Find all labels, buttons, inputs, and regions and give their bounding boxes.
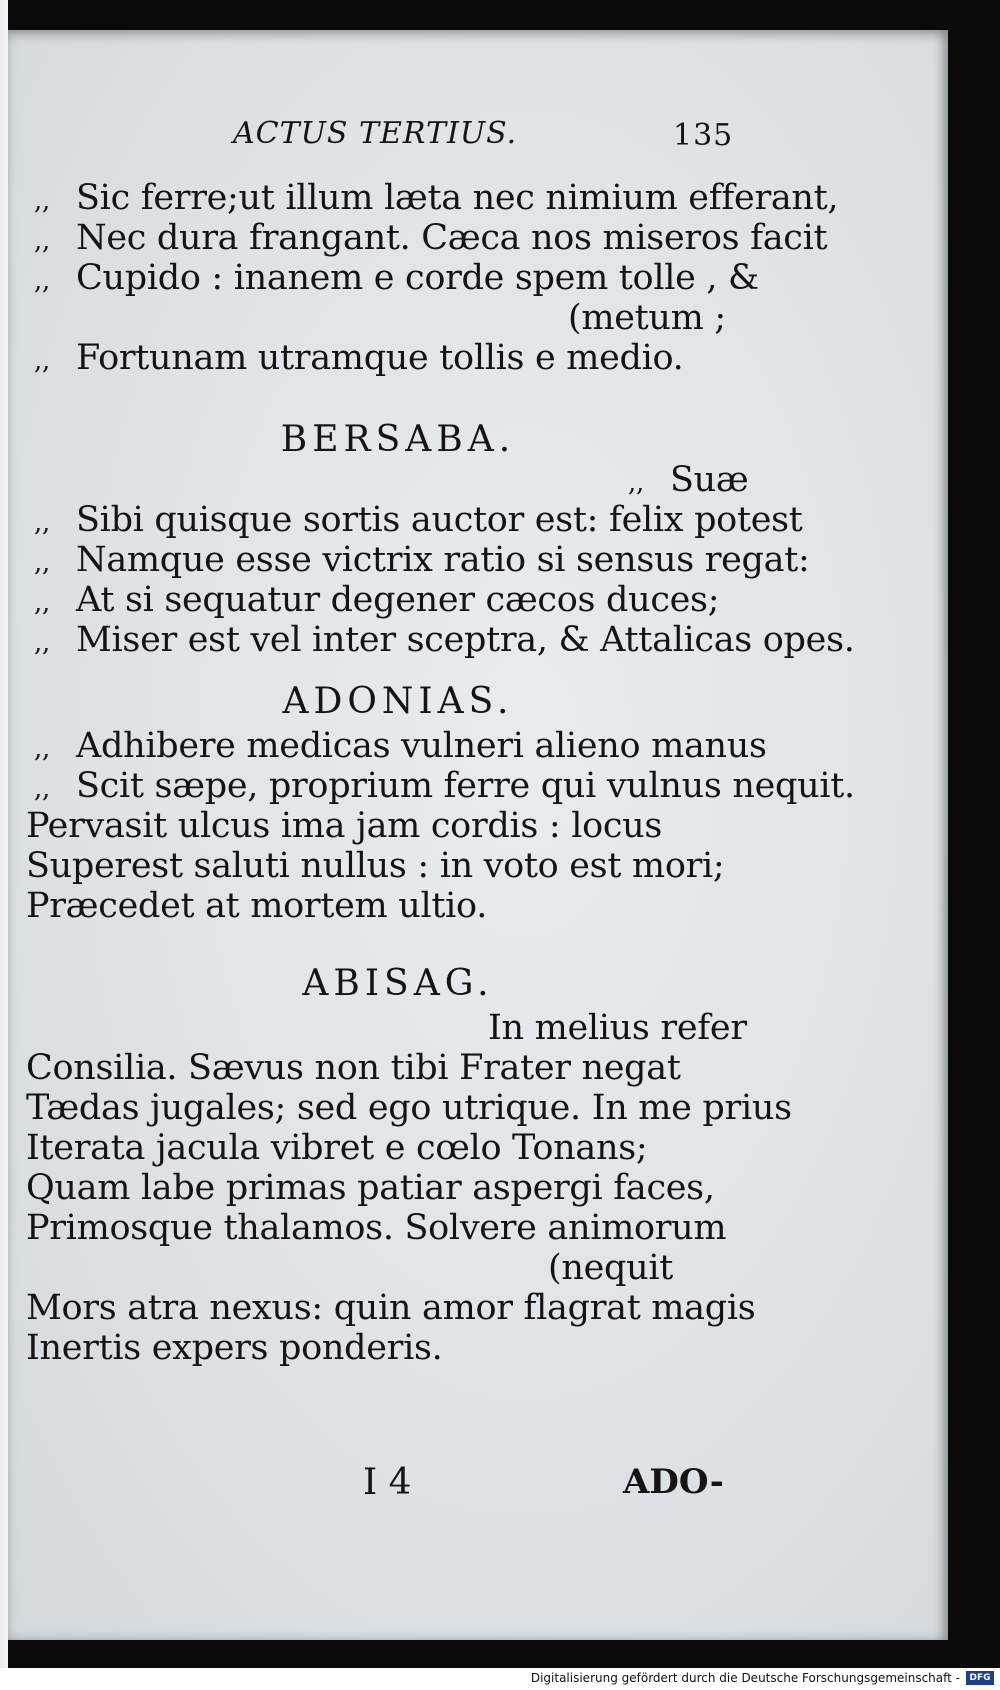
quote-mark: ,, [34,186,50,216]
quote-mark: ,, [34,628,50,658]
quote-mark: ,, [34,774,50,804]
verse-line [8,620,855,663]
quote-mark: ,, [34,266,50,296]
verse-line [8,178,838,221]
verse-line [26,806,662,846]
book-page [8,30,948,1640]
verse-line [26,846,724,886]
dfg-logo-icon: DFG [966,1671,994,1685]
verse-text: Mors atra nexus: quin amor flagrat magis [26,1288,756,1328]
verse-text: In melius refer [488,1008,747,1048]
verse-text: Sic ferre;ut illum læta nec nimium efferant, [76,178,839,218]
speaker-name: BERSABA. [280,419,516,460]
verse-line [628,460,749,503]
verse-text: Iterata jacula vibret e cœlo Tonans; [26,1128,648,1168]
credit-bar [0,1668,1000,1690]
verse-text: (metum ; [568,298,726,338]
verse-line [8,500,803,543]
verse-line [26,886,487,926]
quote-mark: ,, [34,508,50,538]
verse-text: Sibi quisque sortis auctor est: felix potest [76,500,803,540]
signature-mark: I 4 [363,1462,412,1503]
verse-text: At si sequatur degener cæcos duces; [76,580,720,620]
verse-line [26,1048,681,1088]
verse-text: Pervasit ulcus ima jam cordis : locus [26,806,663,846]
running-title: ACTUS TERTIUS. [233,116,518,151]
verse-line [8,766,855,809]
funding-credit: Digitalisierung gefördert durch die Deutsche Forschungsgemeinschaft - [530,1671,960,1685]
verse-line [568,298,726,338]
verse-text: Cupido : inanem e corde spem tolle , & [76,258,759,298]
verse-line [26,1088,792,1128]
speaker-name: ADONIAS. [282,681,514,722]
quote-mark: ,, [34,588,50,618]
verse-line [8,726,767,769]
quote-mark: ,, [34,548,50,578]
verse-line [8,338,684,381]
verse-line [8,580,719,623]
verse-line [8,258,759,301]
verse-text: Primosque thalamos. Solvere animorum [26,1208,727,1248]
verse-line [26,1328,443,1368]
verse-text: Inertis expers ponderis. [26,1328,443,1368]
verse-line [8,540,809,583]
verse-line [548,1248,673,1288]
verse-line [26,1168,715,1208]
verse-text: Tædas jugales; sed ego utrique. In me prius [26,1088,792,1128]
verse-text: Nec dura frangant. Cæca nos miseros facit [76,218,828,258]
quote-mark: ,, [34,346,50,376]
verse-line [488,1008,747,1048]
verse-line [26,1208,726,1248]
verse-text: Præcedet at mortem ultio. [26,886,488,926]
quote-mark: ,, [628,468,644,498]
verse-text: Fortunam utramque tollis e medio. [76,338,684,378]
verse-text: Suæ [670,460,749,500]
verse-line [26,1128,647,1168]
verse-text: Quam labe primas patiar aspergi faces, [26,1168,715,1208]
catchword: ADO- [623,1462,724,1502]
verse-text: Superest saluti nullus : in voto est mori; [26,846,725,886]
quote-mark: ,, [34,734,50,764]
verse-text: Namque esse victrix ratio si sensus regat: [76,540,810,580]
verse-text: Scit sæpe, proprium ferre qui vulnus nequit. [76,766,855,806]
verse-line [8,218,827,261]
verse-text: Adhibere medicas vulneri alieno manus [76,726,767,766]
verse-text: Miser est vel inter sceptra, & Attalicas opes. [76,620,855,660]
verse-text: Consilia. Sævus non tibi Frater negat [26,1048,681,1088]
verse-text: (nequit [548,1248,674,1288]
speaker-name: ABISAG. [302,963,494,1004]
verse-line [26,1288,755,1328]
page-number: 135 [673,118,734,153]
page-header [8,112,948,172]
quote-mark: ,, [34,226,50,256]
